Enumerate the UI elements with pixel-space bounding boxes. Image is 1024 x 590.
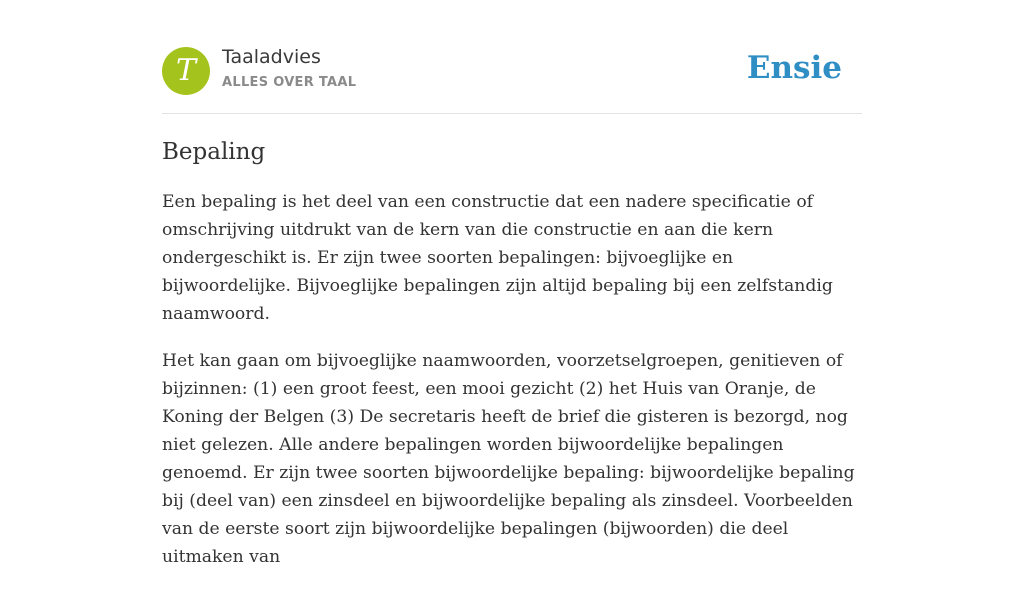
brand-logo[interactable]: Ensie xyxy=(746,50,842,86)
header-divider xyxy=(162,113,862,114)
site-logo[interactable]: T xyxy=(162,47,210,95)
article-paragraph-1: Een bepaling is het deel van een constructie dat een nadere specificatie of omschrijving uitdrukt van de kern van die constructie en aan die kern ondergeschikt is. Er zijn twee soorten bepalingen: bijvoeglijke en bijwoordelijke. Bijvoeglijke bepalingen zijn altijd bepaling bij een zelfstandig naamwoord. xyxy=(162,192,833,324)
site-name[interactable]: Taaladvies xyxy=(222,46,321,68)
article-paragraph-2: Het kan gaan om bijvoeglijke naamwoorden, voorzetselgroepen, genitieven of bijzinnen: (1) een groot feest, een mooi gezicht (2) het Huis van Oranje, de Koning der Belgen (3) De secretaris heeft de brief die gisteren is bezorgd, nog niet gelezen. Alle andere bepalingen worden bijwoordelijke bepalingen genoemd. Er zijn twee soorten bijwoordelijke bepaling: bijwoordelijke bepaling bij (deel van) een zinsdeel en bijwoordelijke bepaling als zinsdeel. Voorbeelden van de eerste soort zijn bijwoordelijke bepalingen (bijwoorden) die deel uitmaken van xyxy=(162,351,855,567)
article-title: Bepaling xyxy=(162,139,266,165)
article xyxy=(162,134,862,590)
site-header xyxy=(162,46,862,96)
site-tagline: ALLES OVER TAAL xyxy=(222,75,357,90)
